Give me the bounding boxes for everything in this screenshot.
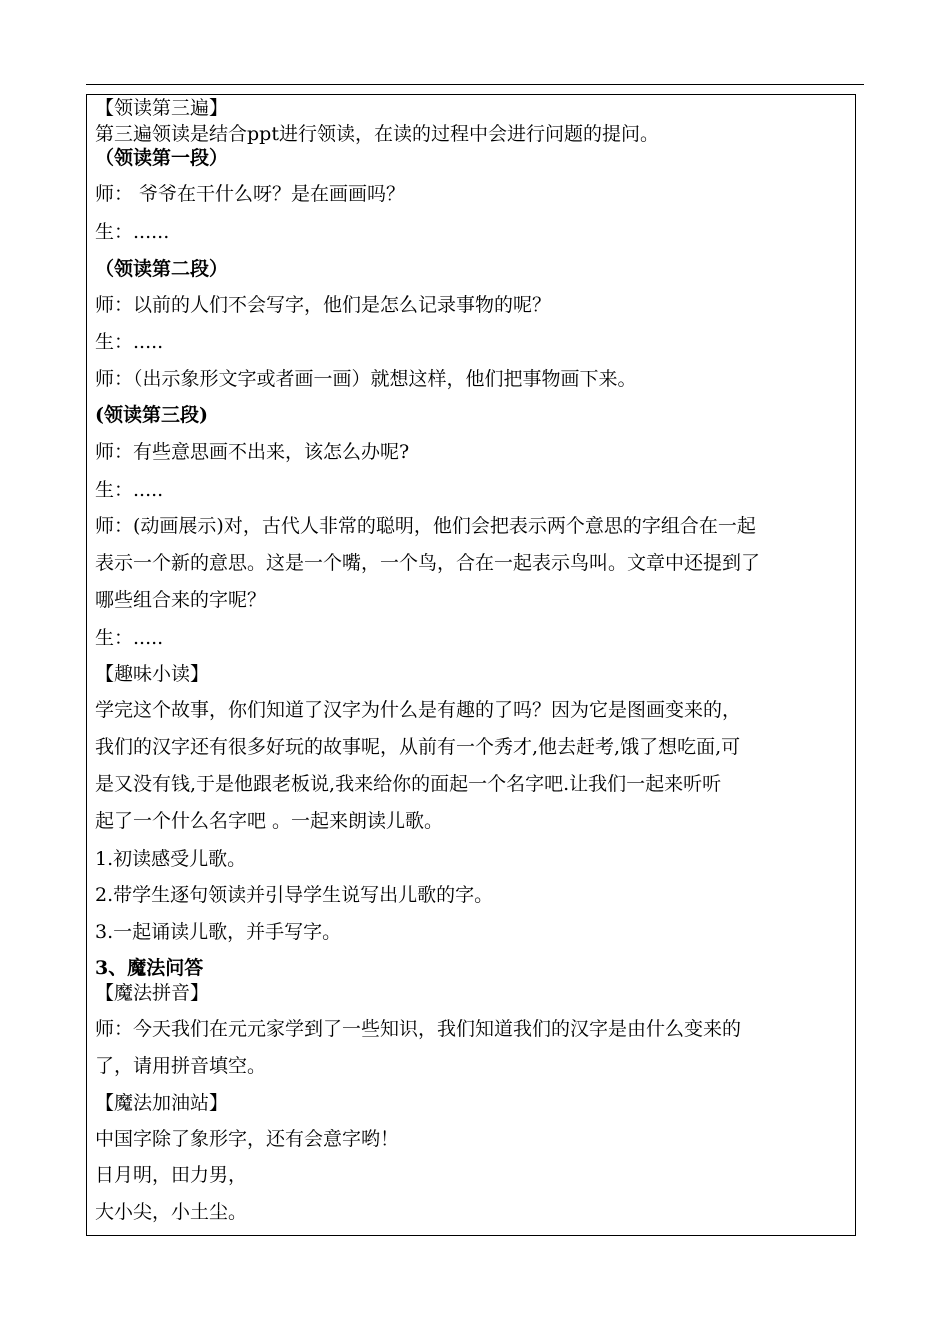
paragraph-fun-reading: 学完这个故事，你们知道了汉字为什么是有趣的了吗？因为它是图画变来的， [95,699,742,721]
teacher-line: 师：以前的人们不会写字，他们是怎么记录事物的呢？ [95,294,552,316]
teacher-line-cont: 哪些组合来的字呢？ [95,589,267,611]
section-heading-magic-qa: 3、魔法问答 [95,957,204,979]
paragraph-fun-reading-cont: 起了一个什么名字吧 。一起来朗读儿歌。 [95,810,444,832]
teacher-line: 师：（出示象形文字或者画一画）就想这样，他们把事物画下来。 [95,368,637,390]
paragraph-fun-reading-cont: 我们的汉字还有很多好玩的故事呢，从前有一个秀才,他去赶考,饿了想吃面,可 [95,736,741,758]
student-line: 生：..... [95,331,164,353]
list-item-2: 2.带学生逐句领读并引导学生说写出儿歌的字。 [95,884,494,906]
teacher-line: 师： 爷爷在干什么呀？是在画画吗？ [95,183,406,205]
heading-magic-pinyin: 【魔法拼音】 [95,982,210,1004]
heading-magic-station: 【魔法加油站】 [95,1092,229,1114]
teacher-line: 师：(动画展示)对，古代人非常的聪明，他们会把表示两个意思的字组合在一起 [95,515,756,537]
paragraph-fun-reading-cont: 是又没有钱,于是他跟老板说,我来给你的面起一个名字吧.让我们一起来听听 [95,773,722,795]
list-item-1: 1.初读感受儿歌。 [95,848,247,870]
header-rule [86,84,864,85]
student-line: 生：...... [95,221,170,243]
paragraph-huiyi: 中国字除了象形字，还有会意字哟！ [95,1128,400,1150]
list-item-3: 3.一起诵读儿歌，并手写字。 [95,921,342,943]
teacher-line-cont: 表示一个新的意思。这是一个嘴，一个鸟，合在一起表示鸟叫。文章中还提到了 [95,552,761,574]
subheading-paragraph-one: （领读第一段） [95,147,229,169]
rhyme-line-1: 日月明，田力男， [95,1164,248,1186]
teacher-line: 师：有些意思画不出来，该怎么办呢? [95,441,410,463]
rhyme-line-2: 大小尖，小土尘。 [95,1201,248,1223]
teacher-line-cont: 了，请用拼音填空。 [95,1055,267,1077]
teacher-line: 师：今天我们在元元家学到了一些知识，我们知道我们的汉字是由什么变来的 [95,1018,742,1040]
subheading-paragraph-two: （领读第二段） [95,258,229,280]
subheading-paragraph-three: (领读第三段) [95,404,208,426]
student-line: 生：..... [95,627,164,649]
student-line: 生：..... [95,479,164,501]
paragraph-third-reading-desc: 第三遍领读是结合ppt进行领读，在读的过程中会进行问题的提问。 [95,123,659,145]
heading-fun-reading: 【趣味小读】 [95,663,210,685]
heading-third-reading: 【领读第三遍】 [95,97,229,119]
